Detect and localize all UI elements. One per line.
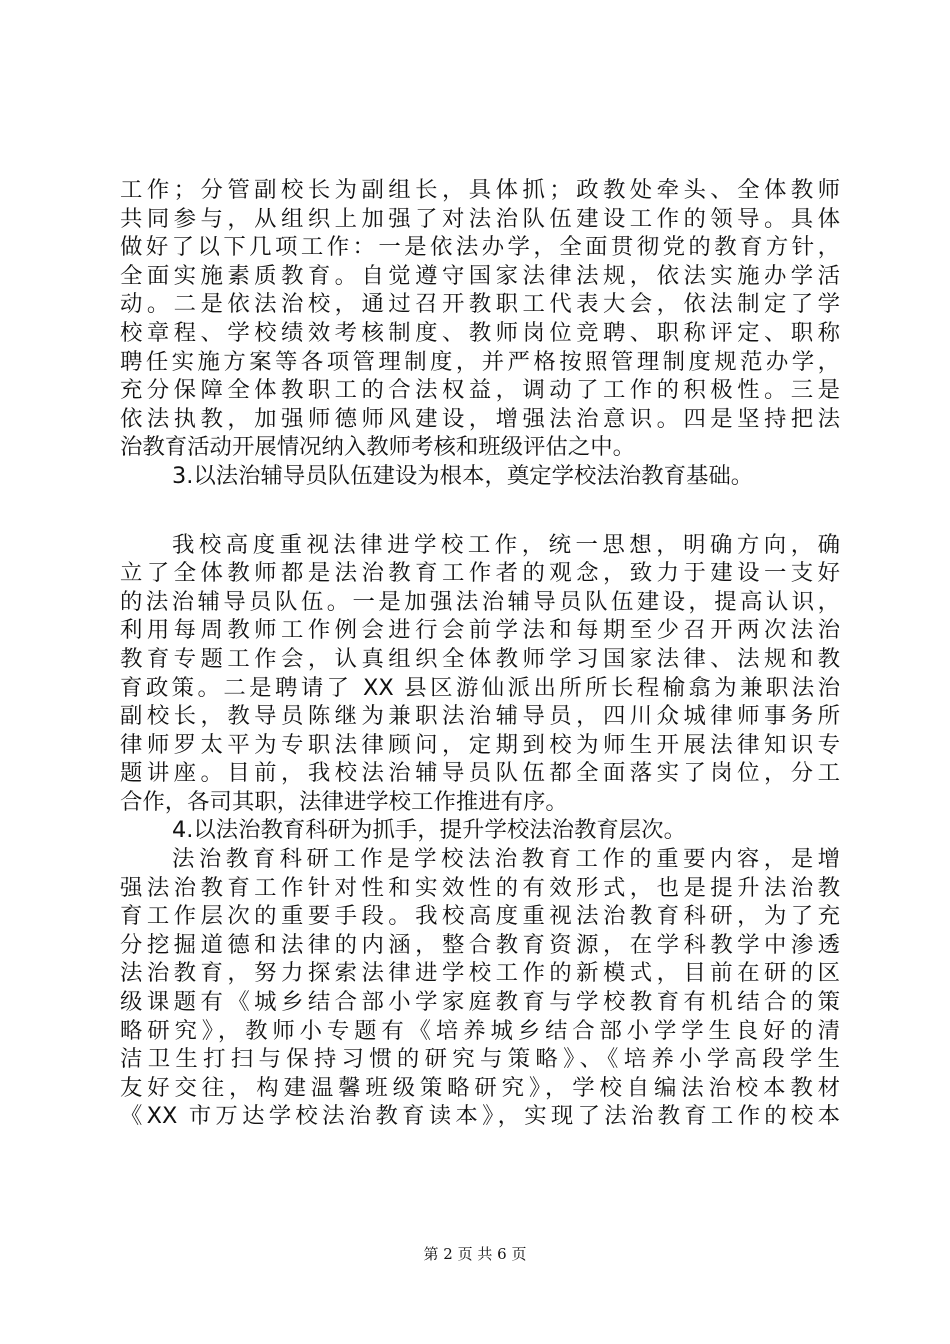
text-line: 副校长，教导员陈继为兼职法治辅导员，四川众城律师事务所 — [120, 703, 840, 730]
text-line: 的法治辅导员队伍。一是加强法治辅导员队伍建设，提高认识， — [120, 588, 840, 615]
text-line: 法治教育，努力探索法律进学校工作的新模式，目前在研的区 — [120, 960, 840, 987]
text-line: 合作，各司其职，法律进学校工作推进有序。 — [120, 788, 568, 815]
text-line: 级课题有《城乡结合部小学家庭教育与学校教育有机结合的策 — [120, 989, 840, 1016]
text-line: 律师罗太平为专职法律顾问，定期到校为师生开展法律知识专 — [120, 731, 840, 758]
text-line: 全面实施素质教育。自觉遵守国家法律法规，依法实施办学活 — [120, 262, 840, 289]
text-line: 分挖掘道德和法律的内涵，整合教育资源，在学科教学中渗透 — [120, 931, 840, 958]
page-number-footer: 第 2 页 共 6 页 — [423, 1245, 527, 1263]
text-line: 友好交往，构建温馨班级策略研究》，学校自编法治校本教材 — [120, 1074, 840, 1101]
document-body — [120, 176, 840, 1131]
text-line: 题讲座。目前，我校法治辅导员队伍都全面落实了岗位，分工 — [120, 760, 840, 787]
text-line: 充分保障全体教职工的合法权益，调动了工作的积极性。三是 — [120, 377, 840, 404]
text-line: 强法治教育工作针对性和实效性的有效形式，也是提升法治教 — [120, 874, 840, 901]
text-line: 校章程、学校绩效考核制度、教师岗位竞聘、职称评定、职称 — [120, 319, 840, 346]
text-line: 聘任实施方案等各项管理制度，并严格按照管理制度规范办学， — [120, 348, 840, 375]
text-line: 育工作层次的重要手段。我校高度重视法治教育科研，为了充 — [120, 903, 840, 930]
text-line: 工作；分管副校长为副组长，具体抓；政教处牵头、全体教师 — [120, 177, 840, 203]
text-line: 略研究》，教师小专题有《培养城乡结合部小学学生良好的清 — [120, 1017, 840, 1044]
text-line: 共同参与，从组织上加强了对法治队伍建设工作的领导。具体 — [120, 205, 840, 232]
text-line: 立了全体教师都是法治教育工作者的观念，致力于建设一支好 — [120, 560, 840, 587]
section-heading: 3.以法治辅导员队伍建设为根本，奠定学校法治教育基础。 — [172, 462, 754, 489]
text-line: 依法执教，加强师德师风建设，增强法治意识。四是坚持把法 — [120, 405, 840, 432]
text-line: 《XX 市万达学校法治教育读本》，实现了法治教育工作的校本 — [120, 1103, 840, 1130]
text-line: 育政策。二是聘请了 XX 县区游仙派出所所长程榆翕为兼职法治 — [120, 674, 840, 701]
paragraph-gap — [120, 491, 840, 531]
section-heading: 4.以法治教育科研为抓手，提升学校法治教育层次。 — [172, 817, 686, 844]
text-line: 我校高度重视法律进学校工作，统一思想，明确方向，确 — [172, 531, 840, 558]
text-line: 动。二是依法治校，通过召开教职工代表大会，依法制定了学 — [120, 291, 840, 318]
text-line: 洁卫生打扫与保持习惯的研究与策略》、《培养小学高段学生 — [120, 1046, 840, 1073]
text-line: 治教育活动开展情况纳入教师考核和班级评估之中。 — [120, 434, 635, 461]
text-line: 做好了以下几项工作：一是依法办学，全面贯彻党的教育方针， — [120, 234, 840, 261]
text-line: 教育专题工作会，认真组织全体教师学习国家法律、法规和教 — [120, 645, 840, 672]
text-line: 利用每周教师工作例会进行会前学法和每期至少召开两次法治 — [120, 617, 840, 644]
text-line: 法治教育科研工作是学校法治教育工作的重要内容，是增 — [172, 846, 840, 873]
